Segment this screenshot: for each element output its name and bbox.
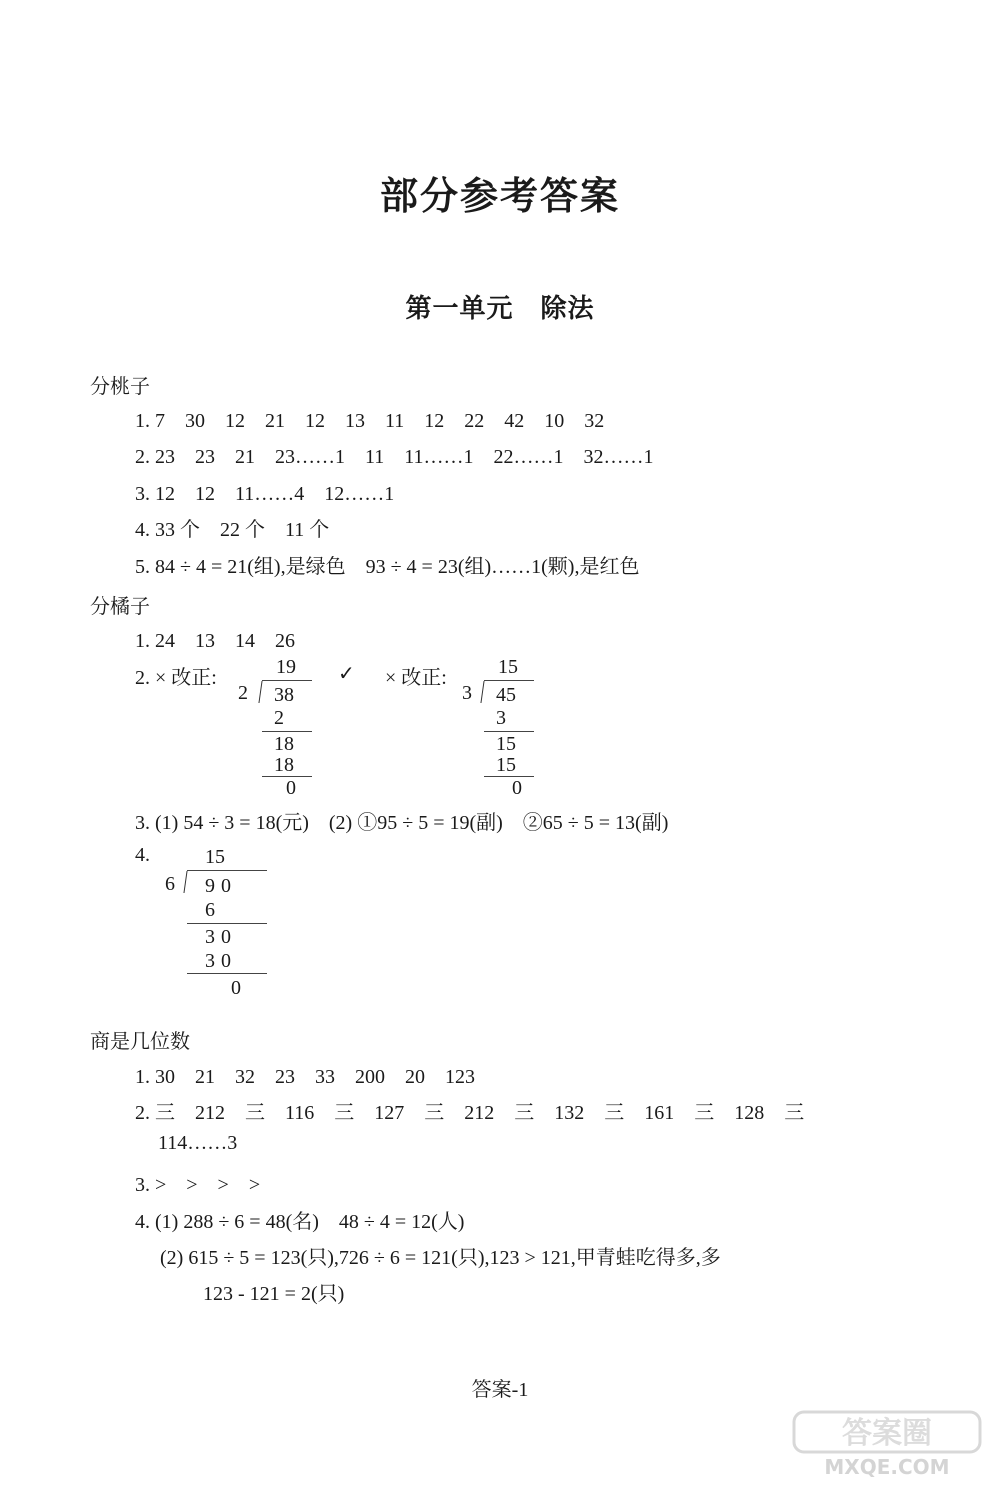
answer-line: 3. 12 12 11……4 12……1 xyxy=(135,483,395,505)
answer-line: 1. 24 13 14 26 xyxy=(135,630,295,652)
step: 3 xyxy=(496,707,506,729)
quotient: 15 xyxy=(205,846,225,868)
answer-line: 123 - 121 = 2(只) xyxy=(203,1283,345,1305)
answer-line: 5. 84 ÷ 4 = 21(组),是绿色 93 ÷ 4 = 23(组)……1(颗),是红色 xyxy=(135,556,640,578)
step: 30 xyxy=(205,926,237,948)
dividend: 45 xyxy=(496,684,516,706)
step: 30 xyxy=(205,950,237,972)
answer-line: 4. xyxy=(135,844,150,866)
answer-line: × 改正: xyxy=(385,667,447,689)
page-number: 答案-1 xyxy=(471,1379,529,1401)
long-division xyxy=(238,656,318,806)
answer-line: 1. 30 21 32 23 33 200 20 123 xyxy=(135,1066,475,1088)
step: 18 xyxy=(274,733,294,755)
step: 15 xyxy=(496,754,516,776)
answer-line: 1. 7 30 12 21 12 13 11 12 22 42 10 32 xyxy=(135,410,605,432)
divisor: 2 xyxy=(238,682,248,704)
long-division xyxy=(165,846,275,1001)
quotient: 15 xyxy=(498,656,518,678)
answer-line: (2) 615 ÷ 5 = 123(只),726 ÷ 6 = 121(只),123 > 121,甲青蛙吃得多,多 xyxy=(160,1247,721,1269)
check-mark: ✓ xyxy=(338,663,355,685)
step: 18 xyxy=(274,754,294,776)
answer-line: 2. 23 23 21 23……1 11 11……1 22……1 32……1 xyxy=(135,446,654,468)
step: 2 xyxy=(274,707,284,729)
dividend: 38 xyxy=(274,684,294,706)
step: 0 xyxy=(286,777,296,799)
divisor: 6 xyxy=(165,873,175,895)
step: 0 xyxy=(231,977,241,999)
step: 15 xyxy=(496,733,516,755)
section-heading: 分桃子 xyxy=(90,374,150,398)
step: 6 xyxy=(205,899,215,921)
long-division xyxy=(462,656,542,806)
answer-line: 2. × 改正: xyxy=(135,667,217,689)
quotient: 19 xyxy=(276,656,296,678)
page-title: 部分参考答案 xyxy=(379,176,620,218)
watermark-text: 答案圈 xyxy=(842,1416,932,1451)
step: 0 xyxy=(512,777,522,799)
unit-title: 第一单元 除法 xyxy=(405,294,595,323)
section-heading: 商是几位数 xyxy=(90,1029,190,1053)
answer-line: 3. (1) 54 ÷ 3 = 18(元) (2) ①95 ÷ 5 = 19(副) ②65 ÷ 5 = 13(副) xyxy=(135,812,669,834)
answer-line: 2. 三 212 三 116 三 127 三 212 三 132 三 161 三 128 三 xyxy=(135,1102,805,1124)
section-heading: 分橘子 xyxy=(90,594,150,618)
watermark-logo xyxy=(792,1410,982,1480)
divisor: 3 xyxy=(462,682,472,704)
answer-line: 114……3 xyxy=(158,1132,238,1154)
answer-line: 4. 33 个 22 个 11 个 xyxy=(135,519,330,541)
answer-line: 3. > > > > xyxy=(135,1174,261,1196)
dividend: 90 xyxy=(205,875,237,897)
watermark-url: MXQE.COM xyxy=(824,1455,950,1479)
answer-line: 4. (1) 288 ÷ 6 = 48(名) 48 ÷ 4 = 12(人) xyxy=(135,1211,465,1233)
